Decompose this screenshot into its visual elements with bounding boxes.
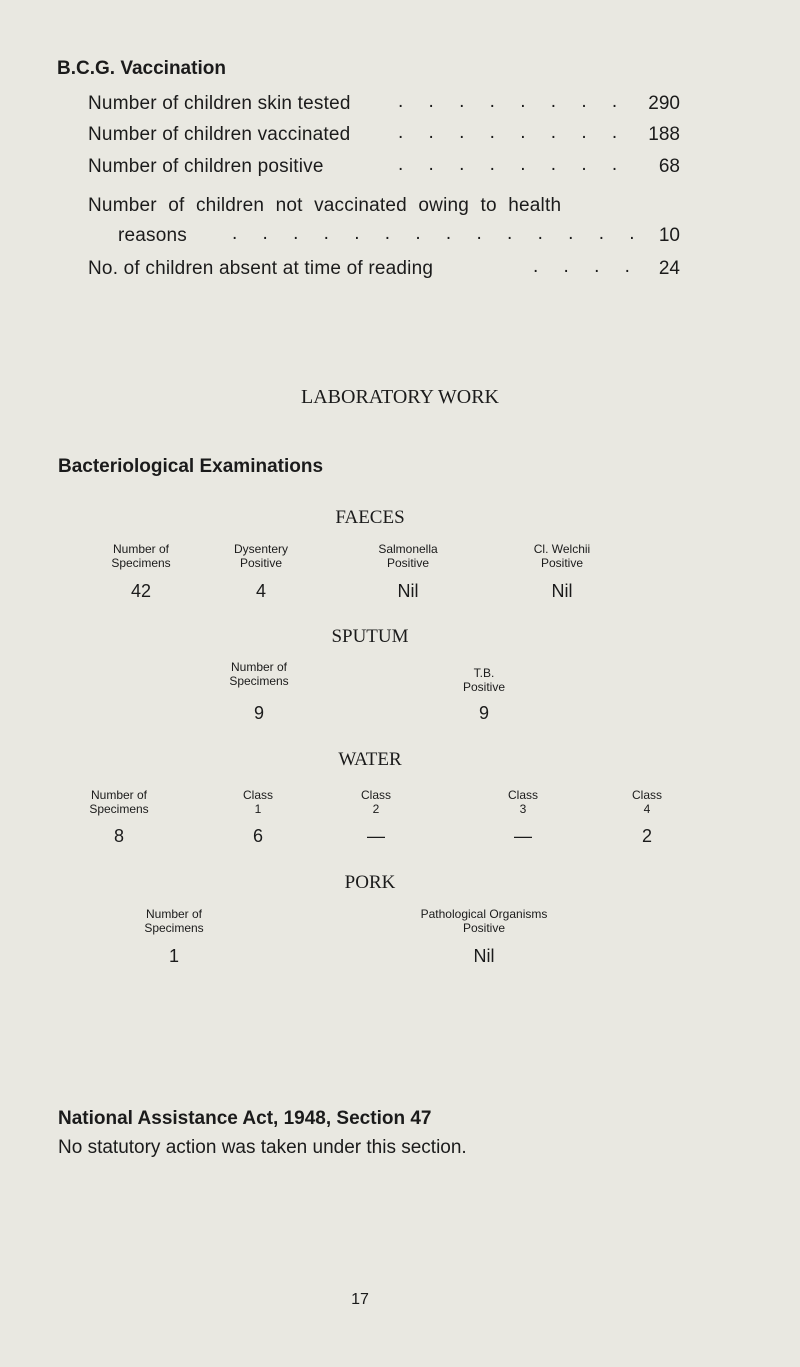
leader-dots: . . . . . . . . . . . . . . bbox=[232, 223, 645, 244]
bcg-row-label: Number of children skin tested bbox=[88, 93, 351, 114]
faeces-header-dysentery: Dysentery Positive bbox=[233, 542, 289, 570]
pork-value-pathological-organisms: Nil bbox=[473, 946, 495, 966]
leader-dots: . . . . . . . . bbox=[398, 91, 628, 112]
sputum-header-specimens: Number of Specimens bbox=[229, 660, 289, 688]
leader-dots: . . . . bbox=[533, 256, 640, 277]
pork-heading: PORK bbox=[344, 872, 396, 893]
water-header-class-3: Class 3 bbox=[507, 788, 538, 816]
bcg-row-label-continued: reasons bbox=[118, 225, 187, 246]
bcg-row-label: Number of children positive bbox=[88, 156, 324, 177]
water-value-class-2: — bbox=[367, 826, 385, 846]
laboratory-work-heading: LABORATORY WORK bbox=[301, 386, 499, 408]
water-value-class-4: 2 bbox=[641, 826, 652, 846]
bcg-row-value: 24 bbox=[658, 258, 680, 279]
water-header-specimens: Number of Specimens bbox=[89, 788, 149, 816]
water-header-class-4: Class 4 bbox=[631, 788, 662, 816]
bcg-row-label: Number of children vaccinated bbox=[88, 124, 351, 145]
bcg-row-value: 188 bbox=[648, 124, 680, 145]
water-heading: WATER bbox=[338, 749, 402, 770]
bcg-row-label: No. of children absent at time of reading bbox=[88, 258, 434, 279]
water-header-class-2: Class 2 bbox=[360, 788, 391, 816]
sputum-value-tb: 9 bbox=[478, 703, 489, 723]
sputum-value-specimens: 9 bbox=[253, 703, 264, 723]
faeces-heading: FAECES bbox=[335, 507, 405, 528]
faeces-value-cl-welchii: Nil bbox=[551, 581, 573, 601]
water-value-class-1: 6 bbox=[252, 826, 263, 846]
sputum-heading: SPUTUM bbox=[331, 626, 409, 647]
page-number: 17 bbox=[351, 1291, 369, 1308]
pork-header-pathological-organisms: Pathological Organisms Positive bbox=[420, 907, 548, 935]
water-value-class-3: — bbox=[514, 826, 532, 846]
bcg-row-value: 68 bbox=[658, 156, 680, 177]
bcg-row-value: 10 bbox=[658, 225, 680, 246]
bcg-row-label: Number of children not vaccinated owing to health bbox=[88, 195, 562, 216]
faeces-value-specimens: 42 bbox=[130, 581, 152, 601]
pork-header-specimens: Number of Specimens bbox=[144, 907, 204, 935]
faeces-header-cl-welchii: Cl. Welchii Positive bbox=[533, 542, 591, 570]
pork-value-specimens: 1 bbox=[168, 946, 179, 966]
faeces-value-salmonella: Nil bbox=[397, 581, 419, 601]
bcg-heading: B.C.G. Vaccination bbox=[57, 58, 226, 79]
leader-dots: . . . . . . . . bbox=[398, 122, 628, 143]
bcg-row-value: 290 bbox=[648, 93, 680, 114]
water-value-specimens: 8 bbox=[113, 826, 124, 846]
faeces-header-salmonella: Salmonella Positive bbox=[378, 542, 438, 570]
sputum-header-tb: T.B. Positive bbox=[462, 666, 506, 694]
faeces-header-specimens: Number of Specimens bbox=[111, 542, 171, 570]
faeces-value-dysentery: 4 bbox=[255, 581, 266, 601]
national-assistance-text: No statutory action was taken under this section. bbox=[58, 1137, 467, 1158]
water-header-class-1: Class 1 bbox=[242, 788, 273, 816]
bacteriological-examinations-heading: Bacteriological Examinations bbox=[58, 456, 324, 477]
leader-dots: . . . . . . . . bbox=[398, 154, 628, 175]
national-assistance-heading: National Assistance Act, 1948, Section 47 bbox=[58, 1108, 432, 1129]
